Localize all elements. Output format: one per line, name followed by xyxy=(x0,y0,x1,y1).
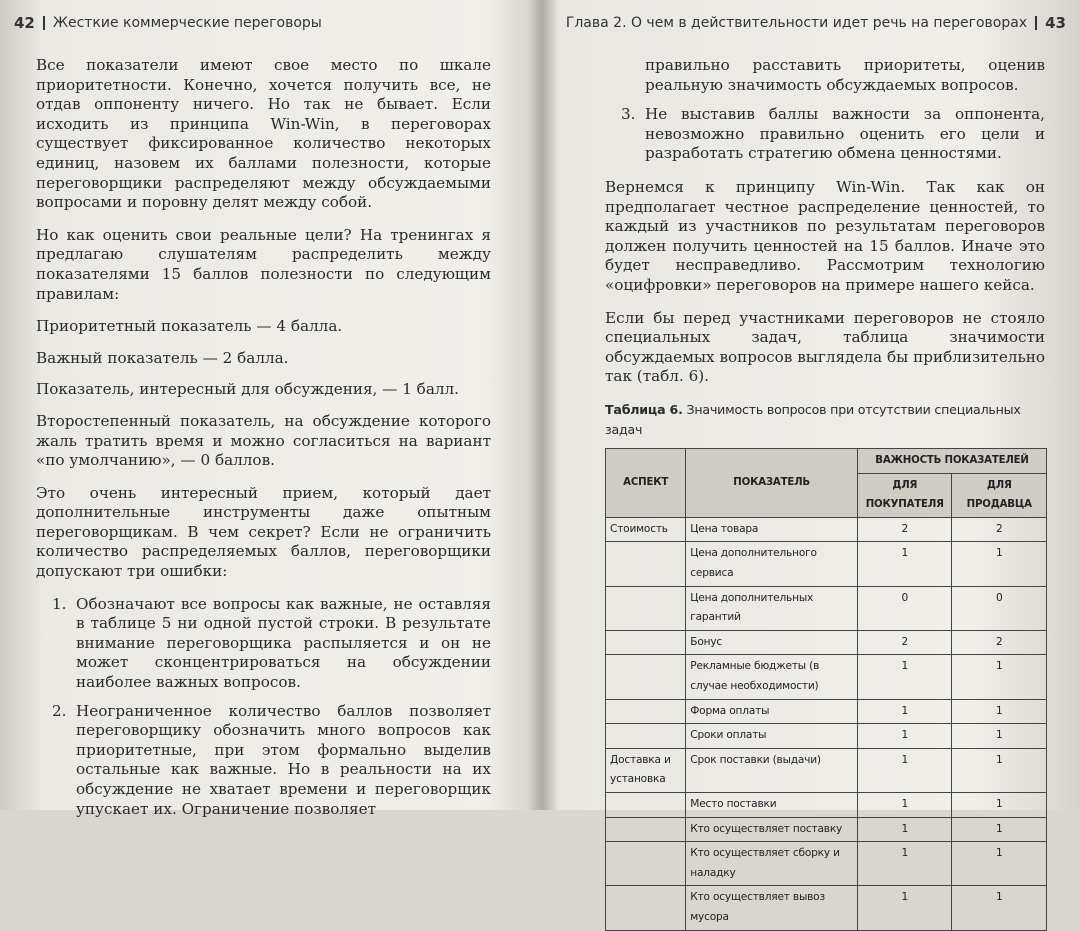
cell-buyer: 1 xyxy=(857,655,952,699)
cell-aspect xyxy=(606,630,686,655)
cell-indicator: Бонус xyxy=(686,630,858,655)
cell-seller: 1 xyxy=(952,842,1047,886)
paragraph: Второстепенный показатель, на обсуждение которого жаль тратить время и можно согласиться на вариант «по умолчанию», — 0 баллов. xyxy=(36,411,491,470)
paragraph: Все показатели имеют свое место по шкале приоритетности. Конечно, хочется получить все, не отдав оппоненту ничего. Но так не бывает. Если исходить из принципа Win-Win, в переговорах существует фиксированное количество некоторых единиц, назовем их баллами полезности, которые переговорщики распределяют между обсуждаемыми вопросами и поровну делят между собой. xyxy=(36,56,491,212)
table-row xyxy=(606,724,1047,749)
cell-aspect: Стоимость xyxy=(606,517,686,542)
running-title: Глава 2. О чем в действительности идет речь на переговорах xyxy=(565,15,1028,31)
list-number: 2. xyxy=(52,701,67,720)
cell-buyer: 1 xyxy=(857,748,952,792)
table-row xyxy=(606,630,1047,655)
cell-seller: 1 xyxy=(952,886,1047,930)
rule-line: Важный показатель — 2 балла. xyxy=(36,348,289,367)
cell-indicator: Сроки оплаты xyxy=(686,724,858,749)
rule-line: Приоритетный показатель — 4 балла. xyxy=(36,317,343,336)
paragraph: Вернемся к принципу Win-Win. Так как он предполагает честное распределение ценностей, то каждый из участников по результатам переговоров должен получить ценностей на 15 баллов. Иначе это будет несправедливо. Рассмотрим технологию «оцифровки» переговоров на примере нашего кейса. xyxy=(605,177,1045,294)
cell-aspect xyxy=(606,724,686,749)
page-number: 42 xyxy=(14,14,35,32)
right-text-column xyxy=(605,56,1045,931)
cell-aspect: Доставка и установка xyxy=(606,748,686,792)
table-row xyxy=(606,793,1047,818)
cell-aspect xyxy=(606,655,686,699)
table-row xyxy=(606,886,1047,930)
error-list xyxy=(36,595,491,820)
header-divider xyxy=(43,16,45,30)
cell-indicator: Цена дополнительного сервиса xyxy=(686,542,858,586)
table-row xyxy=(606,699,1047,724)
list-item xyxy=(605,105,1045,164)
table-row xyxy=(606,542,1047,586)
cell-aspect xyxy=(606,699,686,724)
header-seller: ДЛЯ ПРОДАВЦА xyxy=(952,473,1047,517)
right-page xyxy=(545,0,1080,923)
paragraph: Это очень интересный прием, который дает дополнительные инструменты даже опытным переговорщикам. В чем секрет? Если не ограничить количество распределяемых баллов, переговорщики допускают три ошибки: xyxy=(36,483,491,581)
paragraph: Если бы перед участниками переговоров не стояло специальных задач, таблица значимости обсуждаемых вопросов выглядела бы приблизительно так (табл. 6). xyxy=(605,308,1045,386)
cell-aspect xyxy=(606,817,686,842)
cell-seller: 1 xyxy=(952,817,1047,842)
list-number: 3. xyxy=(621,105,636,124)
cell-seller: 1 xyxy=(952,724,1047,749)
cell-seller: 1 xyxy=(952,699,1047,724)
table-row xyxy=(606,842,1047,886)
list-item xyxy=(36,595,491,693)
error-list-continued xyxy=(605,105,1045,164)
rule-line: Показатель, интересный для обсуждения, — 1 балл. xyxy=(36,380,460,399)
cell-seller: 1 xyxy=(952,748,1047,792)
cell-indicator: Кто осуществляет вывоз мусора xyxy=(686,886,858,930)
cell-buyer: 1 xyxy=(857,724,952,749)
page-number: 43 xyxy=(1045,14,1066,32)
paragraph: Но как оценить свои реальные цели? На тренингах я предлагаю слушателям распределить между показателями 15 баллов полезности по следующим правилам: xyxy=(36,225,491,303)
cell-seller: 0 xyxy=(952,586,1047,630)
cell-indicator: Форма оплаты xyxy=(686,699,858,724)
header-buyer: ДЛЯ ПОКУПАТЕЛЯ xyxy=(857,473,952,517)
table-row xyxy=(606,817,1047,842)
list-text: Неограниченное количество баллов позволяет переговорщику обозначить много вопросов как приоритетные, при этом формально выделив остальные как важные. Но в реальности на их обсуждение не хватает времени и переговорщик упускает их. Ограничение позволяет xyxy=(76,701,491,818)
left-text-column xyxy=(36,56,491,828)
left-page xyxy=(0,0,545,818)
importance-table xyxy=(605,448,1047,930)
cell-seller: 1 xyxy=(952,655,1047,699)
cell-indicator: Рекламные бюджеты (в случае необходимости) xyxy=(686,655,858,699)
cell-indicator: Цена дополнительных гарантий xyxy=(686,586,858,630)
cell-seller: 1 xyxy=(952,793,1047,818)
list-continuation: правильно расставить приоритеты, оценив реальную значимость обсуждаемых вопросов. xyxy=(645,56,1045,94)
table-row xyxy=(606,586,1047,630)
cell-buyer: 1 xyxy=(857,699,952,724)
table-caption-label: Таблица 6. xyxy=(605,401,683,417)
cell-buyer: 2 xyxy=(857,630,952,655)
table-row xyxy=(606,655,1047,699)
cell-buyer: 2 xyxy=(857,517,952,542)
list-item xyxy=(36,702,491,820)
cell-aspect xyxy=(606,586,686,630)
header-divider xyxy=(1035,16,1037,30)
list-text: Обозначают все вопросы как важные, не оставляя в таблице 5 ни одной пустой строки. В результате внимание переговорщика распыляется и он не может сконцентрироваться на обсуждении наиболее важных вопросов. xyxy=(76,594,491,692)
table-body xyxy=(606,517,1047,930)
header-indicator: ПОКАЗАТЕЛЬ xyxy=(686,449,858,518)
cell-indicator: Срок поставки (выдачи) xyxy=(686,748,858,792)
header-aspect: АСПЕКТ xyxy=(606,449,686,518)
table-row xyxy=(606,748,1047,792)
cell-indicator: Цена товара xyxy=(686,517,858,542)
table-caption-text: Значимость вопросов при отсутствии специальных задач xyxy=(605,401,1021,437)
running-title: Жесткие коммерческие переговоры xyxy=(52,15,322,31)
table-row xyxy=(606,517,1047,542)
cell-buyer: 1 xyxy=(857,542,952,586)
cell-buyer: 1 xyxy=(857,886,952,930)
table-caption xyxy=(605,400,1045,439)
cell-aspect xyxy=(606,793,686,818)
cell-buyer: 0 xyxy=(857,586,952,630)
cell-buyer: 1 xyxy=(857,817,952,842)
right-page-header xyxy=(566,14,1066,32)
cell-aspect xyxy=(606,886,686,930)
cell-seller: 2 xyxy=(952,630,1047,655)
cell-buyer: 1 xyxy=(857,793,952,818)
header-importance: ВАЖНОСТЬ ПОКАЗАТЕЛЕЙ xyxy=(857,449,1046,474)
cell-seller: 2 xyxy=(952,517,1047,542)
cell-indicator: Кто осуществляет сборку и наладку xyxy=(686,842,858,886)
cell-indicator: Место поставки xyxy=(686,793,858,818)
cell-aspect xyxy=(606,842,686,886)
list-number: 1. xyxy=(52,594,67,613)
cell-aspect xyxy=(606,542,686,586)
cell-seller: 1 xyxy=(952,542,1047,586)
cell-buyer: 1 xyxy=(857,842,952,886)
left-page-header xyxy=(14,14,322,32)
cell-indicator: Кто осуществляет поставку xyxy=(686,817,858,842)
list-text: Не выставив баллы важности за оппонента, невозможно правильно оценить его цели и разработать стратегию обмена ценностями. xyxy=(645,105,1045,163)
